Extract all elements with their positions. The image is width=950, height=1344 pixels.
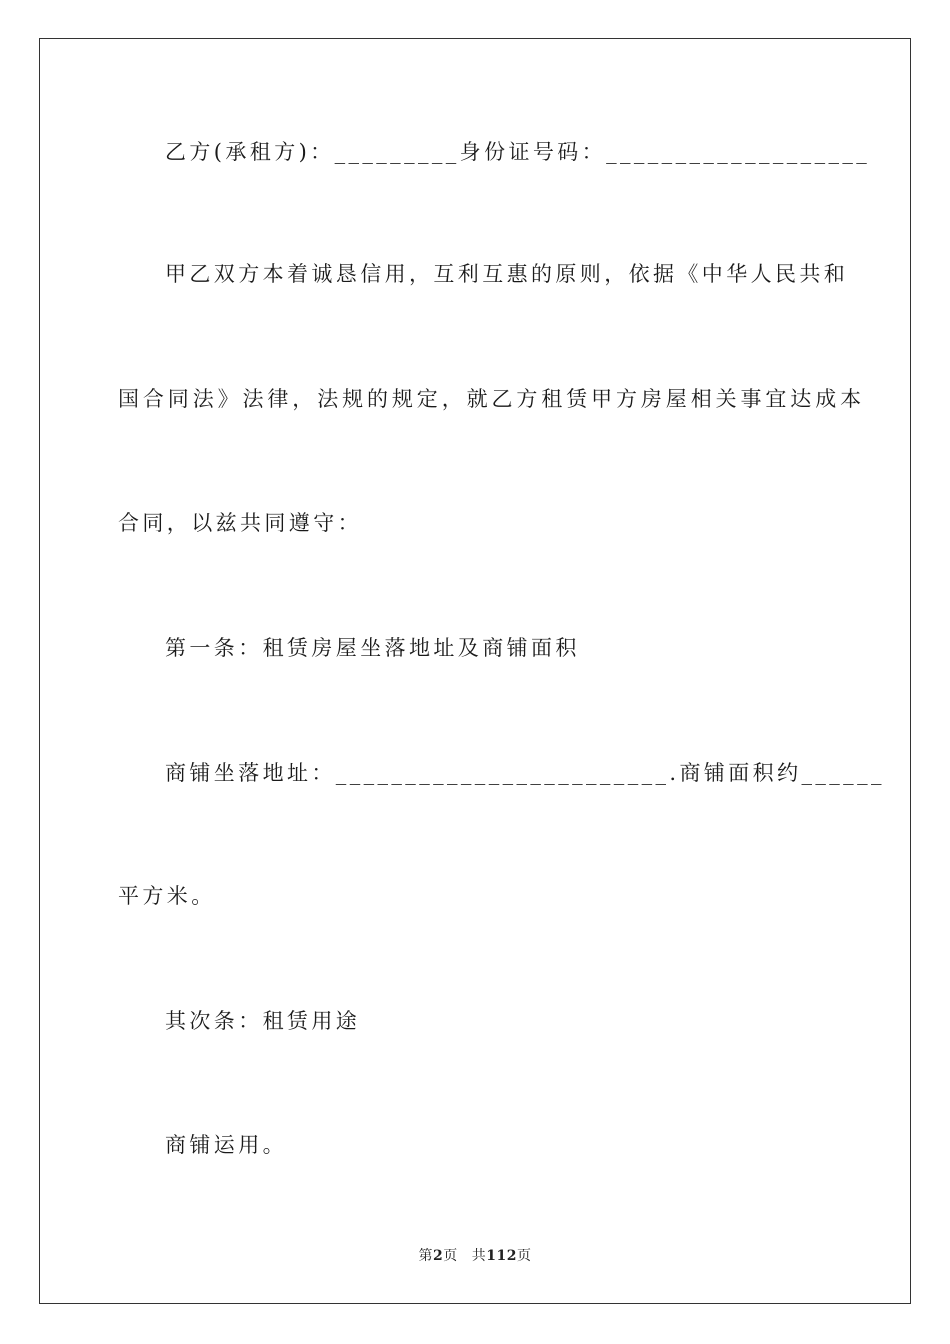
page-suffix: 页 xyxy=(443,1248,458,1264)
article-1-heading: 第一条：租赁房屋坐落地址及商铺面积 xyxy=(165,636,580,660)
lessee-line: 乙方(承租方)：_________身份证号码：___________________ xyxy=(165,140,871,164)
total-suffix: 页 xyxy=(516,1248,532,1264)
page-border xyxy=(39,38,911,1304)
total-pages: 112 xyxy=(486,1248,517,1264)
paragraph-line-3: 合同，以兹共同遵守： xyxy=(118,511,362,535)
article-2-heading: 其次条：租赁用途 xyxy=(165,1009,361,1033)
page-footer xyxy=(0,1246,950,1266)
paragraph-line-2: 国合同法》法律，法规的规定，就乙方租赁甲方房屋相关事宜达成本 xyxy=(118,387,865,411)
page-prefix: 第 xyxy=(418,1248,433,1264)
total-prefix: 共 xyxy=(471,1248,487,1264)
paragraph-line-1: 甲乙双方本着诚恳信用，互利互惠的原则，依据《中华人民共和 xyxy=(165,262,849,286)
shop-area-unit-line: 平方米。 xyxy=(118,884,216,908)
usage-line: 商铺运用。 xyxy=(165,1133,287,1157)
page-number: 2 xyxy=(433,1248,444,1264)
shop-address-line: 商铺坐落地址：________________________.商铺面积约______ xyxy=(165,761,885,785)
